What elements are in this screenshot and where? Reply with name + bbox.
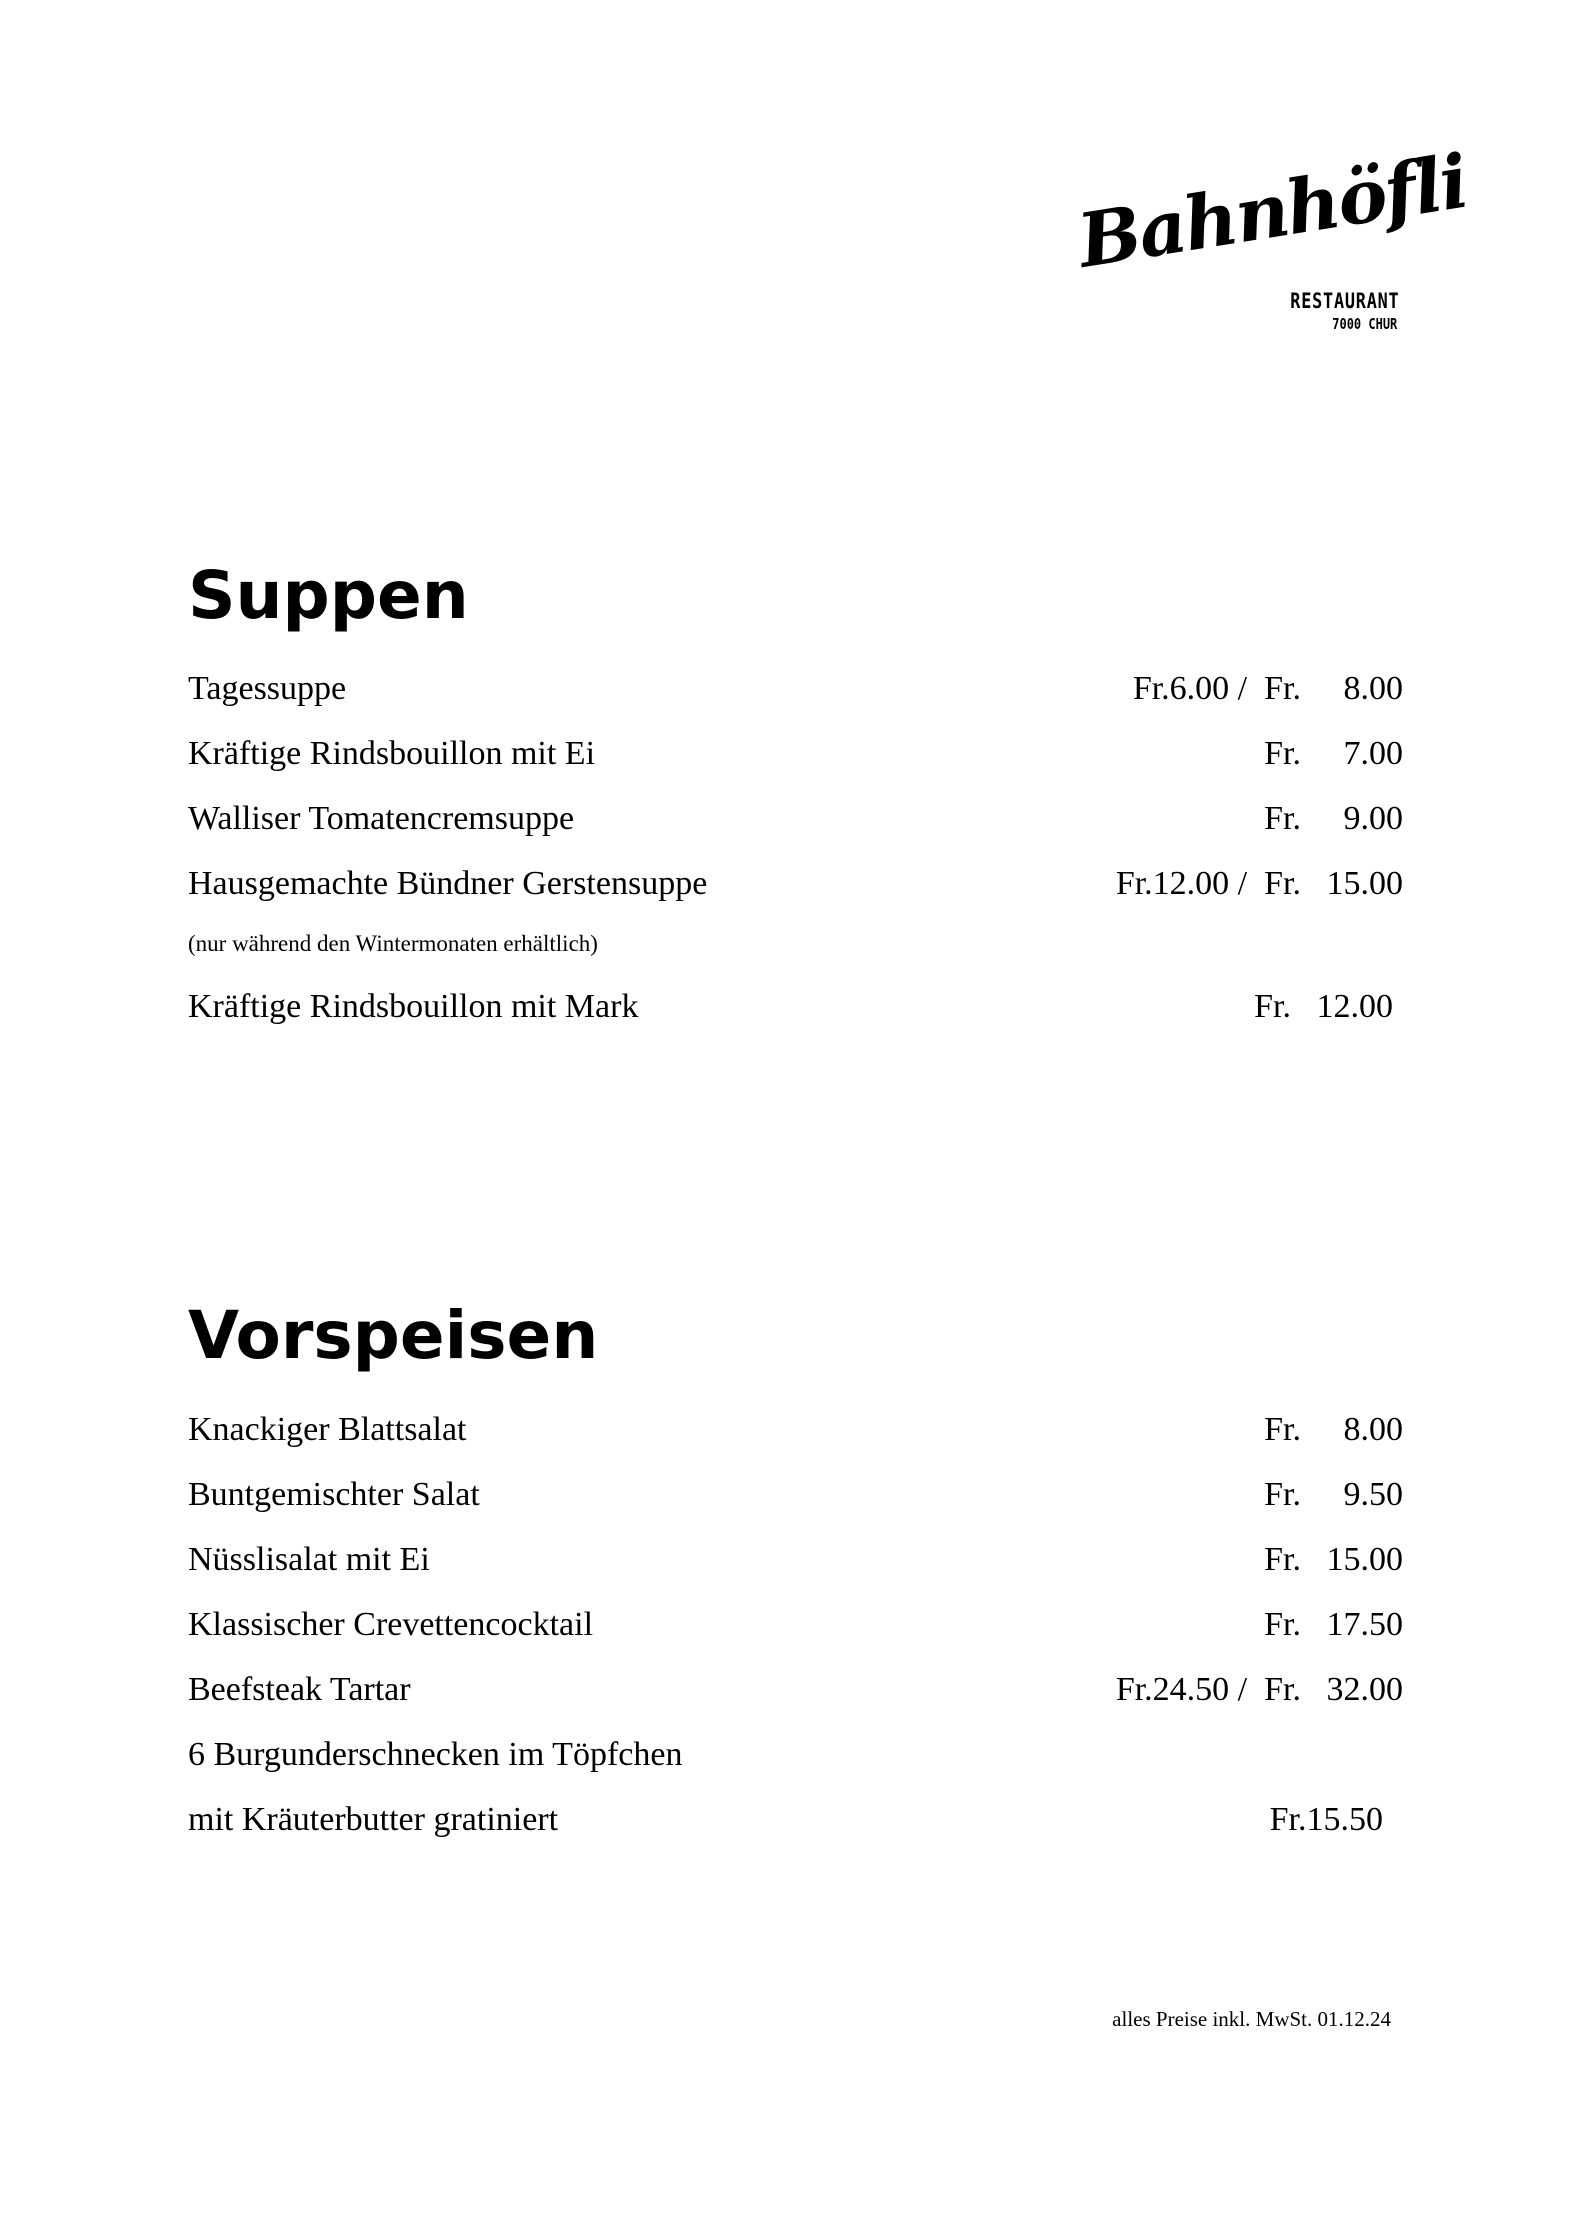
section-heading-suppen: Suppen [188,557,469,634]
menu-item-price: Fr.24.50 / Fr. 32.00 [1115,1671,1403,1708]
menu-item-name: 6 Burgunderschnecken im Töpfchen [188,1736,683,1773]
menu-item-name: Walliser Tomatencremsuppe [188,800,575,837]
logo-location: 7000 CHUR [1331,315,1397,333]
menu-item-price: Fr.12.00 / Fr. 15.00 [1115,865,1403,902]
restaurant-logo [1072,138,1473,345]
menu-item-name: Knackiger Blattsalat [188,1411,467,1448]
menu-item-name: Tagessuppe [188,670,347,707]
logo-subtitle: RESTAURANT [1289,289,1399,313]
menu-item-price: Fr. 9.00 [1264,800,1403,837]
section-heading-vorspeisen: Vorspeisen [188,1297,599,1374]
footer-note: alles Preise inkl. MwSt. 01.12.24 [1112,2007,1391,2031]
logo-script: Bahnhöfli [1072,138,1473,285]
menu-item-name: mit Kräuterbutter gratiniert [188,1801,559,1838]
menu-item-name: Nüsslisalat mit Ei [188,1541,430,1578]
menu-item-name: Beefsteak Tartar [188,1671,411,1708]
menu-item-price: Fr. 15.00 [1264,1541,1403,1578]
menu-item-name: Kräftige Rindsbouillon mit Mark [188,988,639,1025]
menu-item-price: Fr. 12.00 [1254,988,1393,1025]
menu-item-price: Fr. 9.50 [1264,1476,1403,1513]
menu-item-price: Fr.15.50 [1269,1801,1383,1838]
menu-item-name: Hausgemachte Bündner Gerstensuppe [188,865,708,902]
menu-item-price: Fr.6.00 / Fr. 8.00 [1132,670,1403,707]
menu-item-name: Kräftige Rindsbouillon mit Ei [188,735,596,772]
menu-item-price: Fr. 7.00 [1264,735,1403,772]
menu-item-name: Buntgemischter Salat [188,1476,480,1513]
menu-item-note: (nur während den Wintermonaten erhältlich) [188,931,598,956]
menu-item-name: Klassischer Crevettencocktail [188,1606,594,1643]
menu-item-price: Fr. 8.00 [1264,1411,1403,1448]
menu-item-price: Fr. 17.50 [1264,1606,1403,1643]
